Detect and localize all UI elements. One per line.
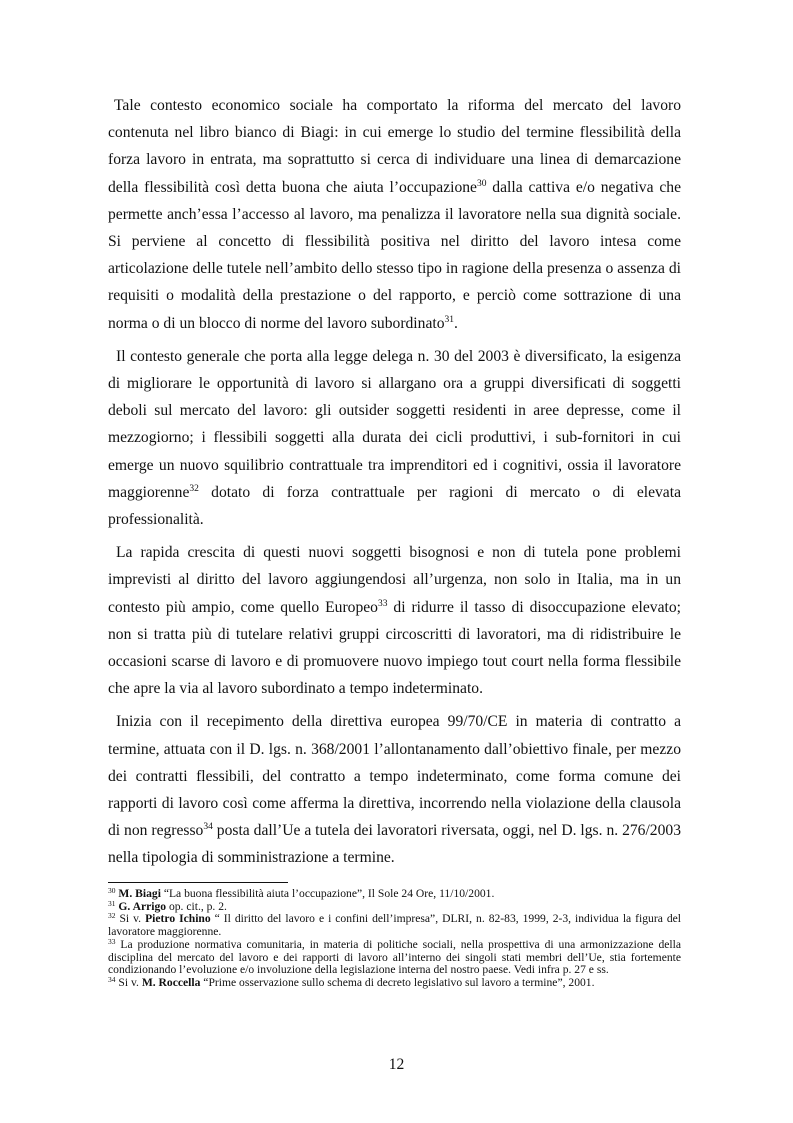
footnote-number: 31 xyxy=(108,898,116,908)
paragraph-text: dalla cattiva e/o negativa che permette anch’essa l’accesso al lavoro, ma penalizza il lavoratore nella sua dignità sociale. Si perviene al concetto di flessibilità positiva nel diritto del lavoro intesa come articolazione delle tutele nell’ambito dello stesso tipo in ragione della presenza o assenza di requisiti o modalità della prestazione o del rapporto, e perciò come sottrazione di una norma o di un blocco di norme del lavoro subordinato xyxy=(108,178,681,332)
footnote-ref-34[interactable]: 34 xyxy=(203,822,213,833)
footnote-text: op. cit., p. 2. xyxy=(166,899,227,913)
footnote-ref-33[interactable]: 33 xyxy=(377,598,388,609)
footnote-32 xyxy=(108,913,681,938)
paragraph-3 xyxy=(108,539,681,702)
paragraph-text: . xyxy=(454,314,458,332)
paragraph-2 xyxy=(108,343,681,533)
paragraph-text: posta dall’Ue a tutela dei lavoratori riversata, oggi, nel D. lgs. n. 276/2003 nella tipologia di somministrazione a termine. xyxy=(108,822,681,867)
paragraph-text: Tale contesto economico sociale ha comportato la riforma del mercato del lavoro contenuta nel libro bianco di Biagi: in cui emerge lo studio del termine flessibilità della forza lavoro in entrata, ma soprattutto si cerca di individuare una linea di demarcazione della flessibilità così detta buona che aiuta l’occupazione xyxy=(108,97,681,196)
footnote-prefix: Si v. xyxy=(115,975,142,989)
paragraph-text: di ridurre il tasso di disoccupazione elevato; non si tratta più di tutelare relativi gruppi circoscritti di lavoratori, ma di ridistribuire le occasioni scarse di lavoro e di promuovere nuovo impiego tout court nella forma flessibile che apre la via al lavoro subordinato a tempo indeterminato. xyxy=(108,598,681,698)
footnote-number: 30 xyxy=(108,886,116,895)
footnote-text: “ Il diritto del lavoro e i confini dell’impresa”, DLRI, n. 82-83, 1999, 2-3, individua la figura del lavoratore maggiorenne. xyxy=(108,912,681,939)
paragraph-text: dotato di forza contrattuale per ragioni di mercato o di elevata professionalità. xyxy=(108,483,681,529)
footnote-number: 34 xyxy=(108,974,116,984)
footnote-ref-31[interactable]: 31 xyxy=(444,314,454,325)
footnote-ref-32[interactable]: 32 xyxy=(189,483,199,494)
footnote-prefix: Si v. xyxy=(115,912,146,926)
footnotes xyxy=(108,888,681,990)
paragraph-text: Inizia con il recepimento della direttiva europea 99/70/CE in materia di contratto a termine, attuata con il D. lgs. n. 368/2001 l’allontanamento dall’obiettivo finale, per mezzo dei contratti flessibili, del contratto a tempo indeterminato, come forma comune dei rapporti di lavoro così come afferma la direttiva, incorrendo nella violazione della clausola di non regresso xyxy=(108,713,681,840)
body-text xyxy=(108,92,681,878)
footnote-text: La produzione normativa comunitaria, in materia di politiche sociali, nella prospettiva di una armonizzazione della disciplina del mercato del lavoro e dei rapporti di lavoro all’interno dei singoli stati membri dell’Ue, stia fortemente condizionando l’evoluzione e/o involuzione della legislazione interna del nostro paese. Vedi infra p. 27 e ss. xyxy=(108,937,681,977)
paragraph-4 xyxy=(108,708,681,871)
footnote-33 xyxy=(108,936,681,977)
footnote-separator xyxy=(108,882,288,883)
footnote-ref-30[interactable]: 30 xyxy=(476,178,487,189)
footnote-author: Pietro Ichino xyxy=(145,912,211,926)
footnote-author: M. Roccella xyxy=(141,975,201,989)
footnote-text: “Prime osservazione sullo schema di decreto legislativo sul lavoro a termine”, 2001. xyxy=(200,975,595,989)
page-number: 12 xyxy=(388,1056,405,1073)
footnote-number: 32 xyxy=(108,911,116,921)
paragraph-text: Il contesto generale che porta alla legge delega n. 30 del 2003 è diversificato, la esigenza di migliorare le opportunità di lavoro si allargano ora a gruppi diversificati di soggetti deboli sul mercato del lavoro: gli outsider soggetti residenti in aree depresse, come il mezzogiorno; i flessibili soggetti alla durata dei cicli produttivi, i sub-fornitori in cui emerge un nuovo squilibrio contrattuale tra imprenditori ed i cognitivi, ossia il lavoratore maggiorenne xyxy=(108,347,681,501)
paragraph-text: La rapida crescita di questi nuovi soggetti bisognosi e non di tutela pone problemi imprevisti al diritto del lavoro aggiungendosi all’urgenza, non solo in Italia, ma in un contesto più ampio, come quello Europeo xyxy=(108,544,681,616)
footnote-text: “La buona flessibilità aiuta l’occupazione”, Il Sole 24 Ore, 11/10/2001. xyxy=(160,887,495,900)
footnote-author: M. Biagi xyxy=(118,887,161,900)
paragraph-1 xyxy=(108,92,681,337)
footnote-34 xyxy=(108,974,681,990)
footnote-author: G. Arrigo xyxy=(118,899,167,913)
footnote-number: 33 xyxy=(108,936,116,946)
